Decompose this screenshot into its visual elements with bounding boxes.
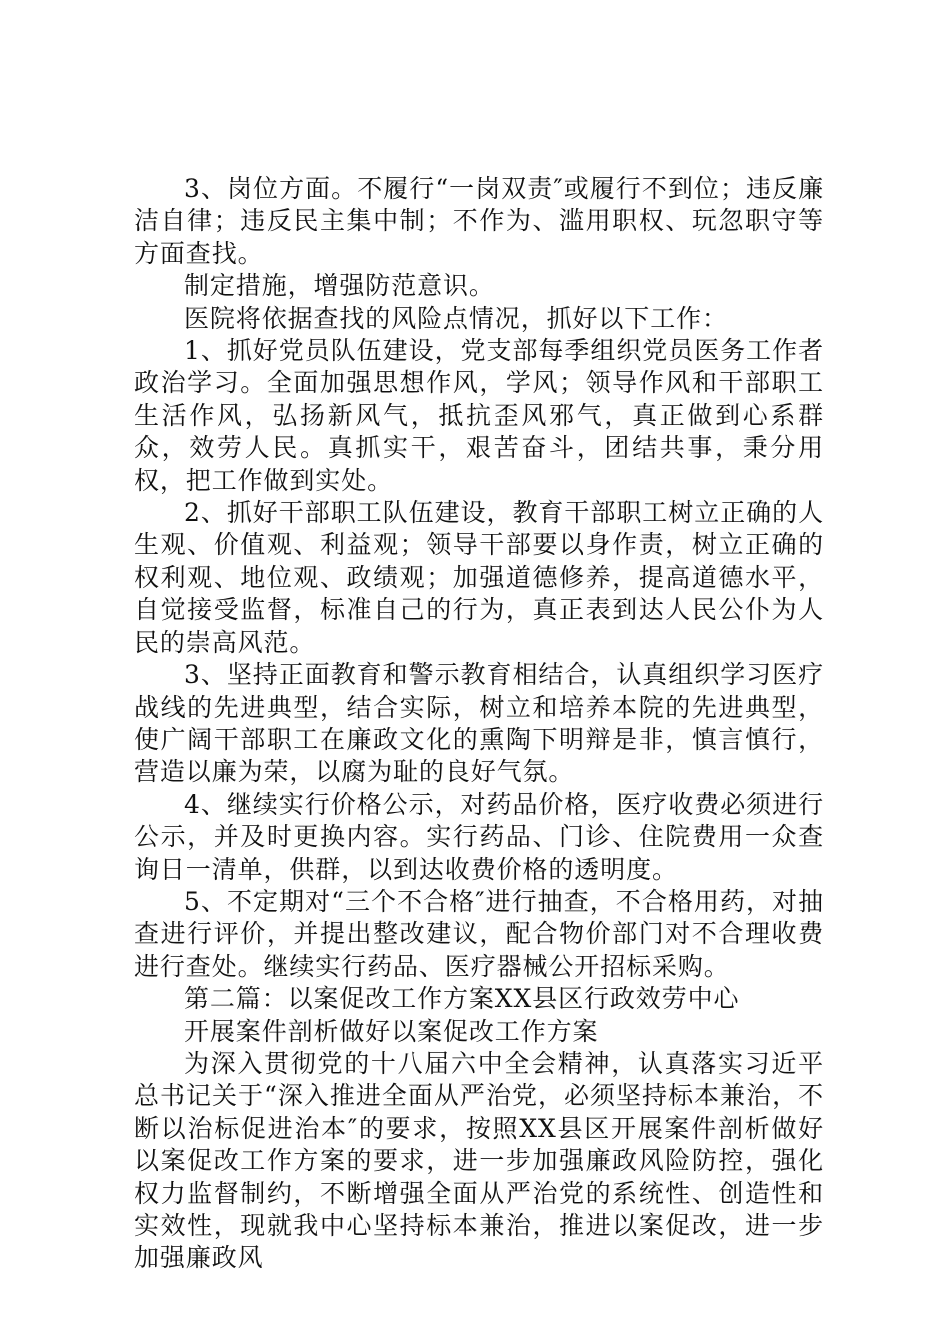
document-page — [134, 173, 824, 1275]
paragraph-post-duties: 3、岗位方面。不履行“一岗双责″或履行不到位；违反廉洁自律；违反民主集中制；不作为、滥用职权、玩忽职守等方面查找。 — [134, 174, 824, 268]
paragraph-plan-intro: 为深入贯彻党的十八届六中全会精神，认真落实习近平总书记关于“深入推进全面从严治党，必须坚持标本兼治，不断以治标促进治本″的要求，按照XX县区开展案件剖析做好以案促改工作方案的要求，进一步加强廉政风险防控，强化权力监督制约，不断增强全面从严治党的系统性、创造性和实效性，现就我中心坚持标本兼治，推进以案促改，进一步加强廉政风 — [134, 1048, 824, 1273]
paragraph-education: 3、坚持正面教育和警示教育相结合，认真组织学习医疗战线的先进典型，结合实际，树立和培养本院的先进典型，使广阔干部职工在廉政文化的熏陶下明辩是非，慎言慎行，营造以廉为荣，以腐为耻的良好气氛。 — [134, 660, 824, 787]
paragraph-staff-team: 2、抓好干部职工队伍建设，教育干部职工树立正确的人生观、价值观、利益观；领导干部要以身作责，树立正确的权利观、地位观、政绩观；加强道德修养，提高道德水平，自觉接受监督，标准自己的行为，真正表到达人民公仆为人民的崇高风范。 — [134, 498, 824, 657]
paragraph-plan-title: 开展案件剖析做好以案促改工作方案 — [184, 1016, 599, 1046]
paragraph-party-team: 1、抓好党员队伍建设，党支部每季组织党员医务工作者政治学习。全面加强思想作风，学风；领导作风和干部职工生活作风，弘扬新风气，抵抗歪风邪气，真正做到心系群众，效劳人民。真抓实干，艰苦奋斗，团结共事，秉分用权，把工作做到实处。 — [134, 336, 824, 495]
paragraph-work-intro: 医院将依据查找的风险点情况，抓好以下工作： — [184, 303, 728, 333]
paragraph-price-disclosure: 4、继续实行价格公示，对药品价格，医疗收费必须进行公示，并及时更换内容。实行药品、门诊、住院费用一众查询日一清单，供群，以到达收费价格的透明度。 — [134, 789, 824, 884]
paragraph-measures-heading: 制定措施，增强防范意识。 — [184, 271, 495, 301]
paragraph-chapter-two-title: 第二篇：以案促改工作方案XX县区行政效劳中心 — [184, 984, 740, 1014]
paragraph-inspection: 5、不定期对“三个不合格″进行抽查，不合格用药，对抽查进行评价，并提出整改建议，配合物价部门对不合理收费进行查处。继续实行药品、医疗器械公开招标采购。 — [134, 886, 824, 981]
